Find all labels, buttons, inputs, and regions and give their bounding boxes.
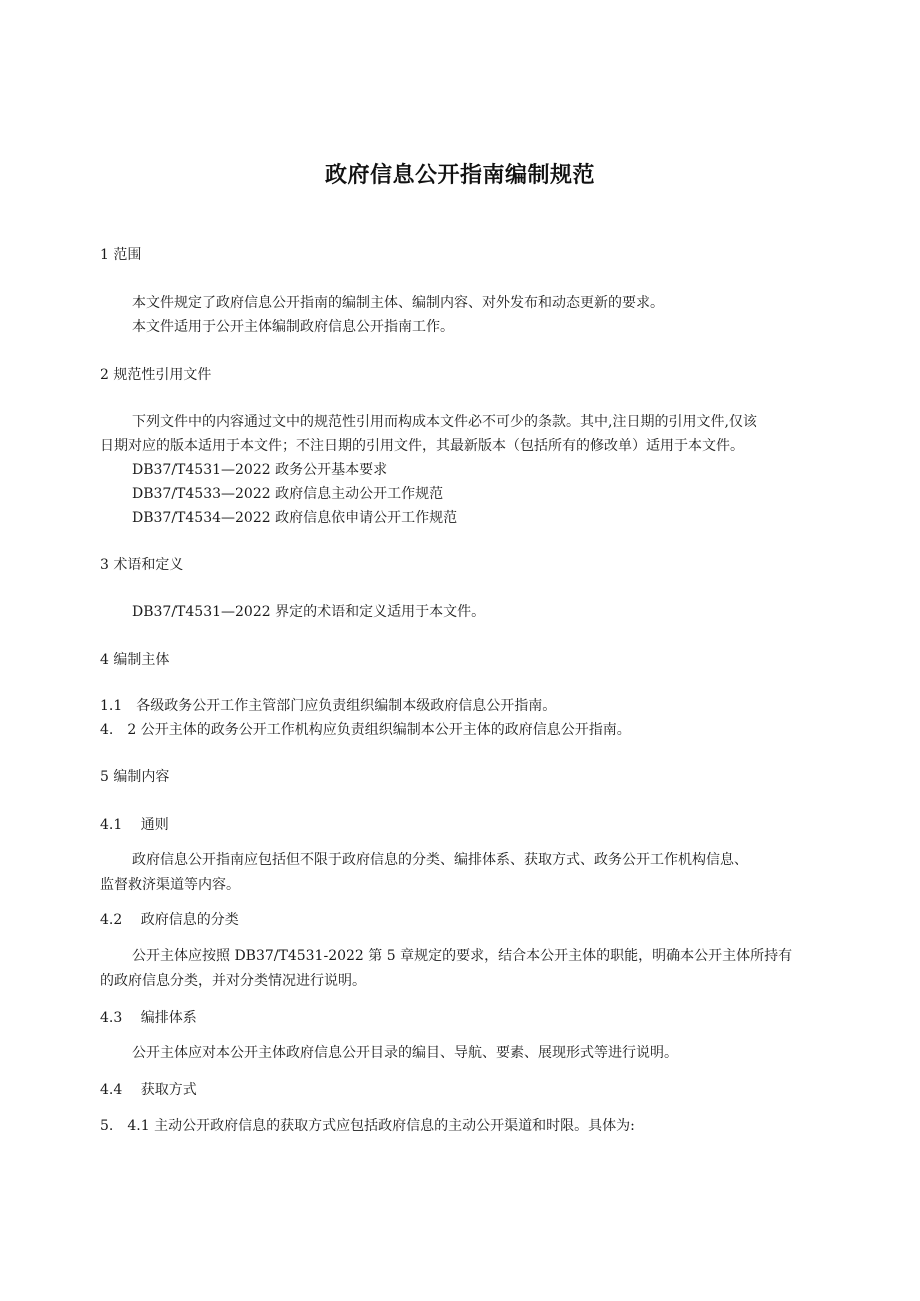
paragraph-continuation: 监督救济渠道等内容。 (100, 877, 240, 893)
paragraph-continuation: 日期对应的版本适用于本文件；不注日期的引用文件，其最新版本（包括所有的修改单）适用于本文件。 (100, 438, 744, 454)
subsection-heading: 4.1 通则 (100, 817, 169, 833)
section-heading-normative-references: 2 规范性引用文件 (100, 367, 212, 383)
section-heading-content: 5 编制内容 (100, 769, 170, 785)
subsection-heading: 4.4 获取方式 (100, 1082, 197, 1098)
reference-item: DB37/T4531—2022 政务公开基本要求 (132, 462, 388, 478)
paragraph: 下列文件中的内容通过文中的规范性引用而构成本文件必不可少的条款。其中,注日期的引用文件,仅该 (132, 414, 757, 430)
paragraph: 公开主体应对本公开主体政府信息公开目录的编目、导航、要素、展现形式等进行说明。 (132, 1045, 678, 1061)
paragraph: DB37/T4531—2022 界定的术语和定义适用于本文件。 (132, 604, 486, 620)
reference-item: DB37/T4533—2022 政府信息主动公开工作规范 (132, 486, 444, 502)
clause-item: 1.1 各级政务公开工作主管部门应负责组织编制本级政府信息公开指南。 (100, 698, 557, 714)
subsection-heading: 4.2 政府信息的分类 (100, 912, 239, 928)
clause-item: 5. 4.1 主动公开政府信息的获取方式应包括政府信息的主动公开渠道和时限。具体为: (100, 1118, 635, 1134)
paragraph-continuation: 的政府信息分类，并对分类情况进行说明。 (100, 973, 366, 989)
section-heading-scope: 1 范围 (100, 247, 142, 263)
section-heading-terms: 3 术语和定义 (100, 557, 184, 573)
document-title: 政府信息公开指南编制规范 (324, 163, 595, 188)
clause-item: 4. 2 公开主体的政务公开工作机构应负责组织编制本公开主体的政府信息公开指南。 (100, 722, 631, 738)
paragraph: 本文件规定了政府信息公开指南的编制主体、编制内容、对外发布和动态更新的要求。 (132, 295, 664, 311)
reference-item: DB37/T4534—2022 政府信息依申请公开工作规范 (132, 510, 458, 526)
section-heading-compilers: 4 编制主体 (100, 652, 170, 668)
subsection-heading: 4.3 编排体系 (100, 1010, 197, 1026)
paragraph: 公开主体应按照 DB37/T4531-2022 第 5 章规定的要求，结合本公开主体的职能，明确本公开主体所持有 (132, 948, 793, 964)
paragraph: 政府信息公开指南应包括但不限于政府信息的分类、编排体系、获取方式、政务公开工作机构信息、 (132, 852, 748, 868)
paragraph: 本文件适用于公开主体编制政府信息公开指南工作。 (132, 319, 454, 335)
